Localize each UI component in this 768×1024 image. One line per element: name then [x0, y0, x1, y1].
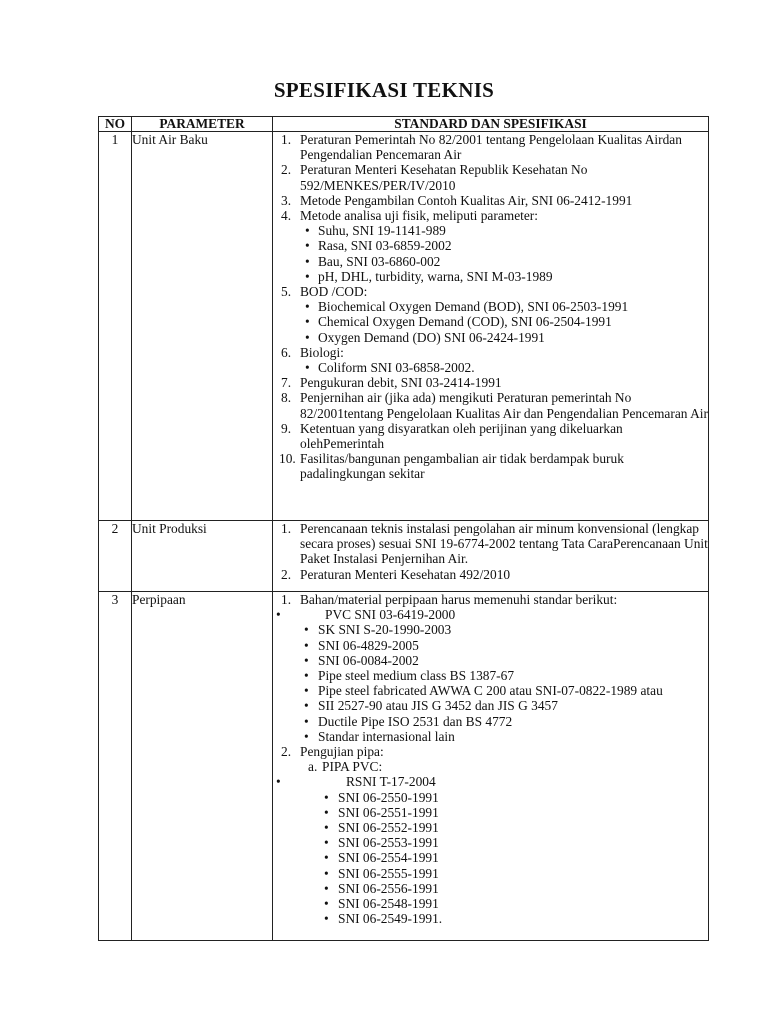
bullet-list [273, 790, 708, 927]
list-item: 10. Fasilitas/bangunan pengambalian air tidak berdampak buruk padalingkungan sekitar [279, 451, 624, 482]
list-item: 9. Ketentuan yang disyaratkan oleh perijinan yang dikeluarkan olehPemerintah [281, 420, 623, 452]
standard-list [273, 132, 708, 482]
list-item: 2. Peraturan Menteri Kesehatan 492/2010 [281, 566, 511, 582]
bullet-item: • SK SNI S-20-1990-2003 [273, 622, 708, 637]
standard-list [273, 521, 708, 582]
bullet-item: • RSNI T-17-2004 [276, 774, 436, 790]
list-item: 8. Penjernihan air (jika ada) mengikuti Peraturan pemerintah No 82/2001tentang Pengelolaan Kualitas Air dan Pengendalian Pencemaran Air [281, 390, 708, 421]
bullet-list [273, 622, 708, 744]
bullet-item: • SNI 06-4829-2005 [273, 638, 708, 653]
table-row [99, 592, 709, 941]
bullet-list [300, 360, 708, 375]
list-item: 2. Peraturan Menteri Kesehatan Republik Kesehatan No 592/MENKES/PER/IV/2010 [281, 162, 588, 193]
list-item: 5. BOD /COD: • Biochemical Oxygen Demand (BOD), SNI 06-2503-1991 • Chemical Oxygen Demand (COD), SNI 06-2504-1991 • Oxygen Demand (DO) SNI 06-2424-1991 [273, 284, 708, 345]
bullet-list [300, 223, 708, 284]
bullet-item: • PVC SNI 03-6419-2000 [276, 607, 456, 623]
bullet-item: • Pipe steel medium class BS 1387-67 [273, 668, 708, 683]
header-standard: STANDARD DAN SPESIFIKASI [273, 117, 709, 132]
standard-cell [273, 592, 709, 941]
bullet-item: • SNI 06-2556-1991 [293, 881, 708, 896]
list-item: 1. Perencanaan teknis instalasi pengolahan air minum konvensional (lengkap secara proses) sesuai SNI 19-6774-2002 tentang Tata CaraPerencanaan Unit Paket Instalasi Penjernihan Air. [281, 521, 708, 567]
parameter-name: Perpipaan [132, 592, 273, 941]
bullet-item: • Chemical Oxygen Demand (COD), SNI 06-2504-1991 [300, 314, 708, 329]
parameter-name: Unit Air Baku [132, 132, 273, 521]
list-item: 1. Bahan/material perpipaan harus memenuhi standar berikut: [281, 592, 618, 607]
standard-list [273, 592, 708, 607]
standard-cell [273, 132, 709, 521]
bullet-item: • Standar internasional lain [273, 729, 708, 744]
list-item: 2. Pengujian pipa: [281, 744, 384, 760]
bullet-item: • SNI 06-2550-1991 [293, 790, 708, 805]
bullet-item: • SII 2527-90 atau JIS G 3452 dan JIS G 3457 [273, 698, 708, 713]
bullet-item: • Oxygen Demand (DO) SNI 06-2424-1991 [300, 330, 708, 345]
bullet-item: • Biochemical Oxygen Demand (BOD), SNI 06-2503-1991 [300, 299, 708, 314]
bullet-item: • SNI 06-2548-1991 [293, 896, 708, 911]
list-item: 3. Metode Pengambilan Contoh Kualitas Air, SNI 06-2412-1991 [281, 192, 633, 208]
bullet-item: • Coliform SNI 03-6858-2002. [300, 360, 708, 375]
table-row [99, 132, 709, 521]
table-row [99, 521, 709, 592]
list-item: 1. Peraturan Pemerintah No 82/2001 tentang Pengelolaan Kualitas Airdan Pengendalian Pencemaran Air [281, 132, 682, 163]
bullet-item: • Pipe steel fabricated AWWA C 200 atau SNI-07-0822-1989 atau [273, 683, 708, 698]
header-no: NO [99, 117, 132, 132]
standard-cell [273, 521, 709, 592]
bullet-list [300, 299, 708, 345]
bullet-item: • Ductile Pipe ISO 2531 dan BS 4772 [273, 714, 708, 729]
header-parameter: PARAMETER [132, 117, 273, 132]
parameter-name: Unit Produksi [132, 521, 273, 592]
bullet-item: • Suhu, SNI 19-1141-989 [300, 223, 708, 238]
bullet-item: • SNI 06-2555-1991 [293, 866, 708, 881]
spec-table [98, 116, 709, 941]
bullet-item: • SNI 06-2551-1991 [293, 805, 708, 820]
header-row [99, 117, 709, 132]
bullet-item: • Rasa, SNI 03-6859-2002 [300, 238, 708, 253]
bullet-item: • SNI 06-2549-1991. [293, 911, 708, 926]
row-number: 2 [99, 521, 132, 592]
row-number: 3 [99, 592, 132, 941]
row-number: 1 [99, 132, 132, 521]
bullet-item: • SNI 06-2554-1991 [293, 850, 708, 865]
bullet-item: • SNI 06-2552-1991 [293, 820, 708, 835]
sub-heading: a. PIPA PVC: [308, 759, 383, 775]
list-item: 6. Biologi: • Coliform SNI 03-6858-2002. [273, 345, 708, 375]
bullet-item: • SNI 06-0084-2002 [273, 653, 708, 668]
list-item: 4. Metode analisa uji fisik, meliputi parameter: • Suhu, SNI 19-1141-989 • Rasa, SNI 03-6859-2002 • Bau, SNI 03-6860-002 • pH, DHL, turbidity, warna, SNI M-03-1989 [273, 208, 708, 284]
page-title: SPESIFIKASI TEKNIS [273, 78, 495, 102]
bullet-item: • SNI 06-2553-1991 [293, 835, 708, 850]
standard-list [273, 744, 708, 759]
list-item: 7. Pengukuran debit, SNI 03-2414-1991 [281, 375, 502, 391]
bullet-item: • Bau, SNI 03-6860-002 [300, 254, 708, 269]
bullet-item: • pH, DHL, turbidity, warna, SNI M-03-1989 [300, 269, 708, 284]
